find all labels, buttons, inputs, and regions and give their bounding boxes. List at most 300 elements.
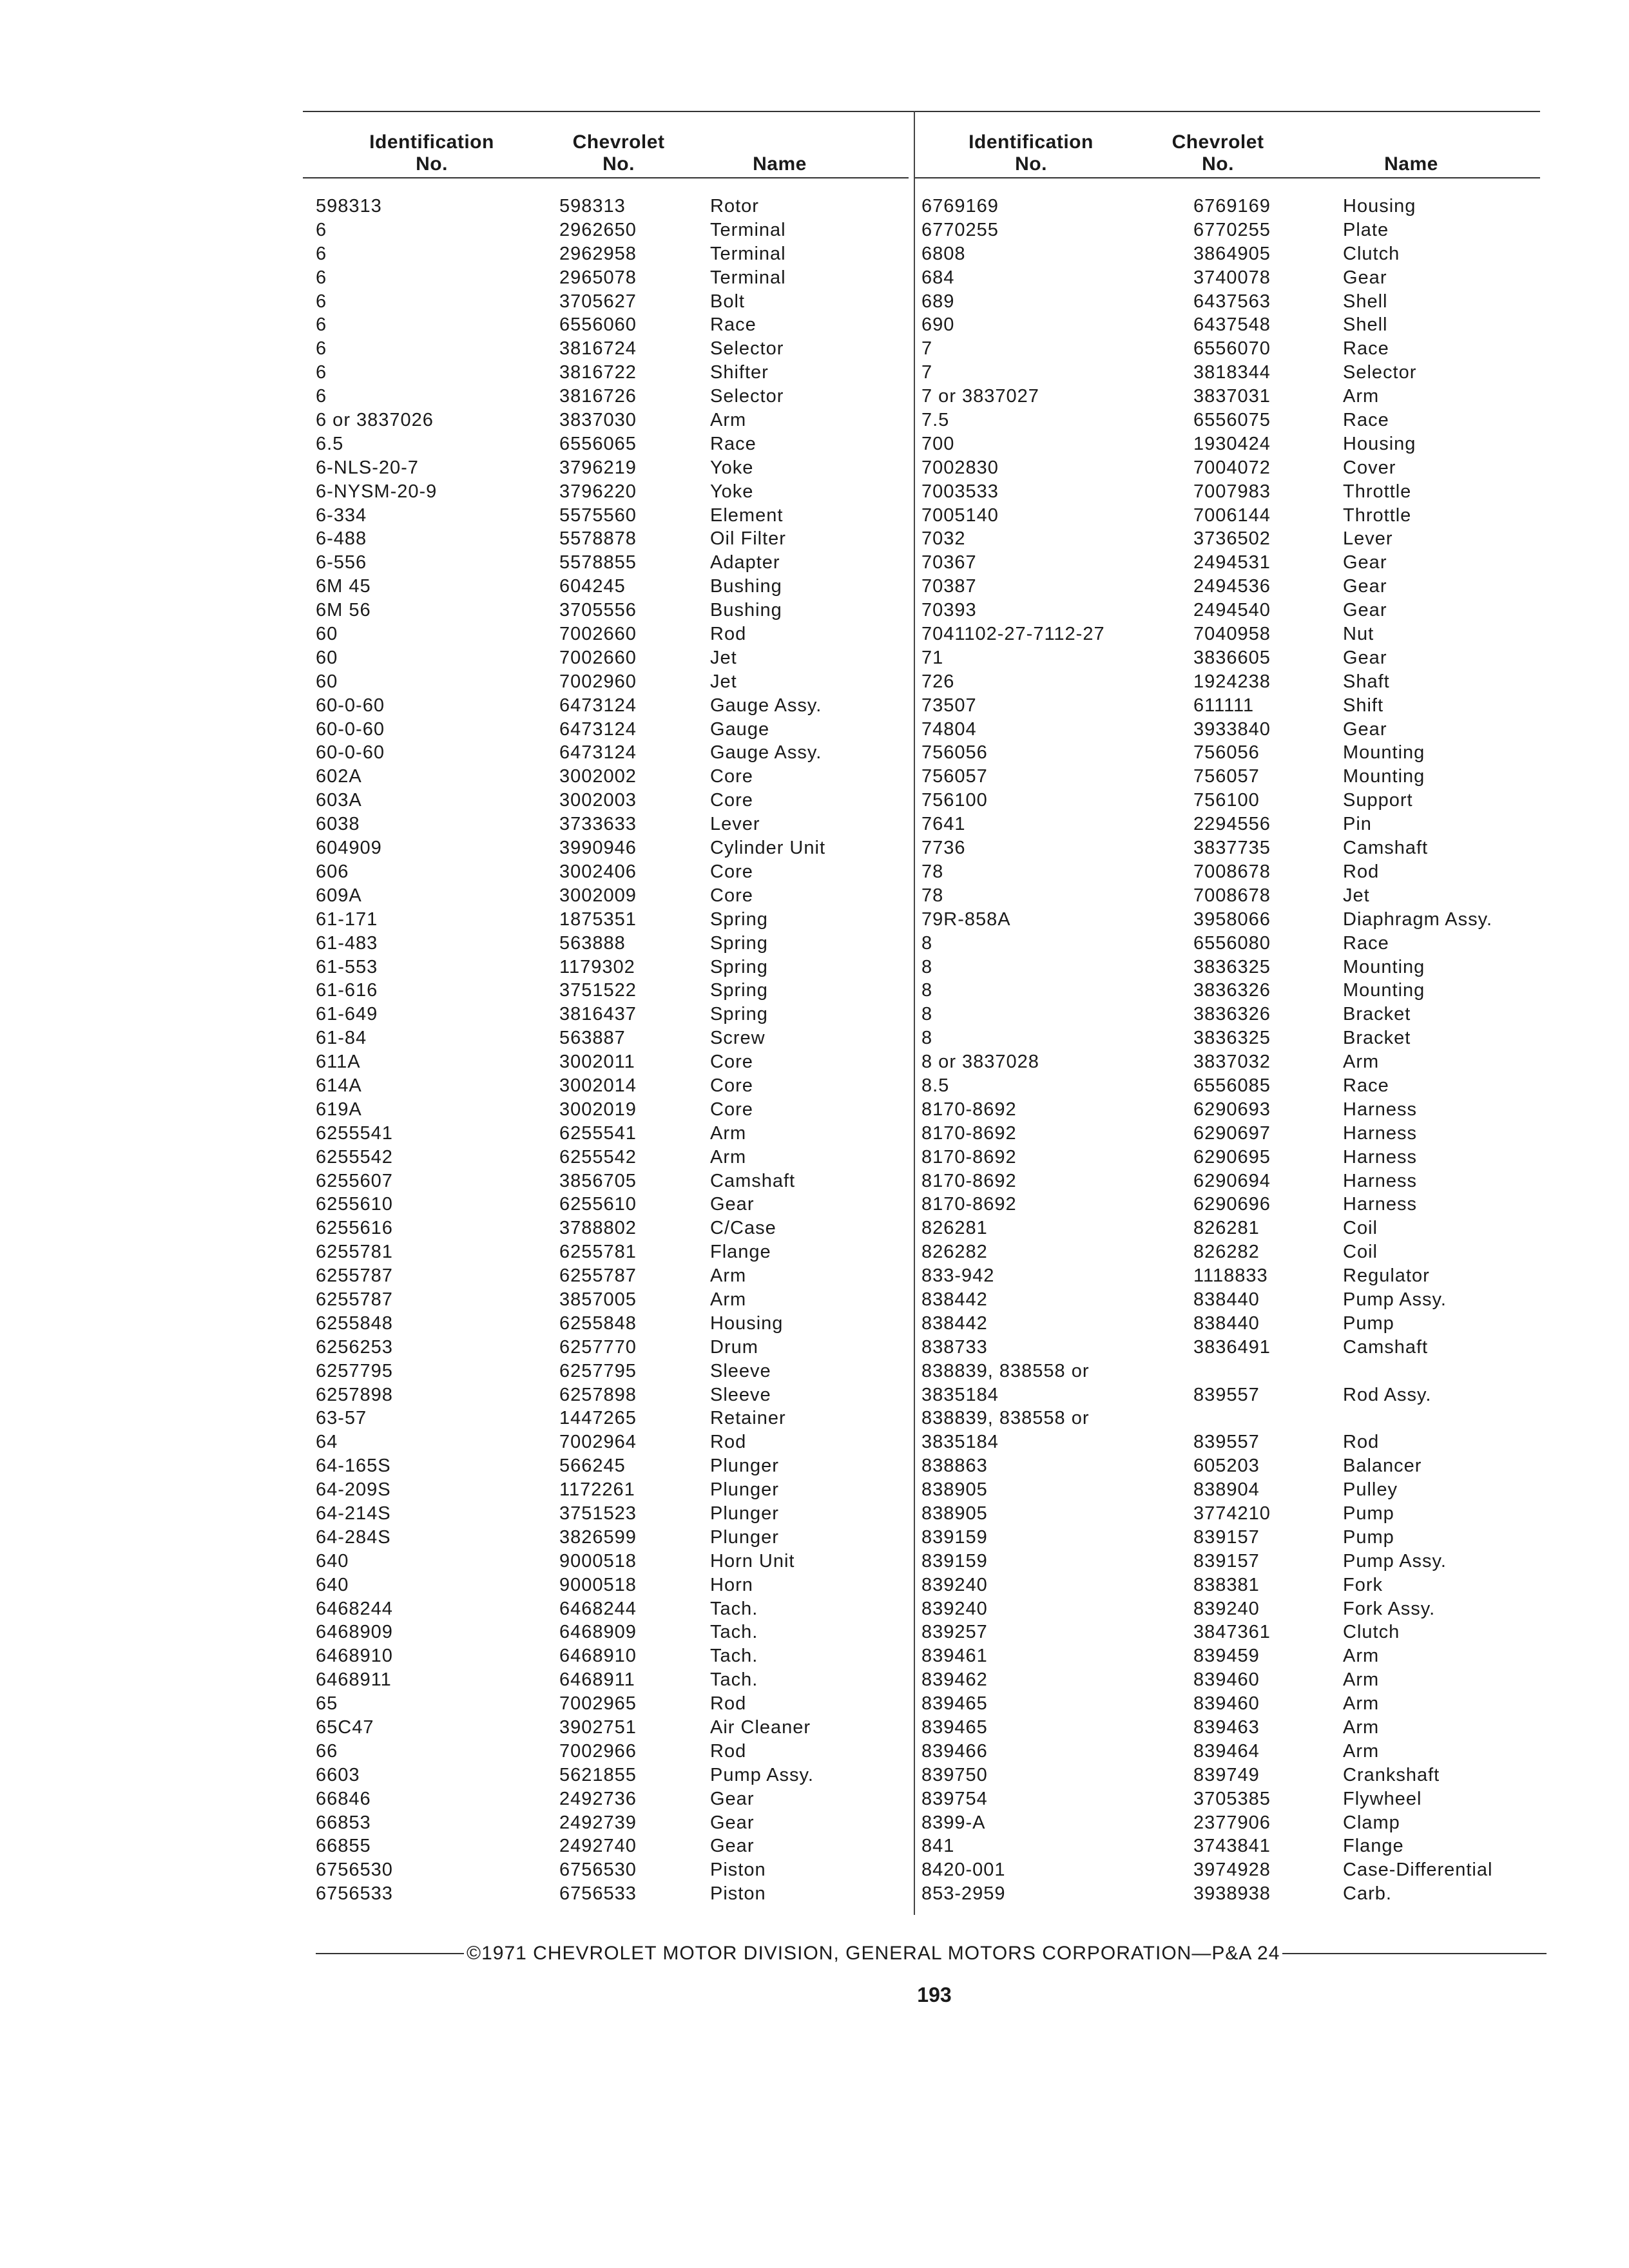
right-list-row [921, 1787, 1536, 1811]
left-list-row [316, 956, 903, 979]
left-list-row [316, 1146, 903, 1169]
identification-no: 839159 [921, 1526, 988, 1548]
right-list-row [921, 1360, 1536, 1383]
part-name: Terminal [710, 219, 786, 240]
part-name: Plunger [710, 1526, 779, 1548]
chevrolet-no: 3836326 [1193, 980, 1271, 1001]
chevrolet-no: 3705556 [559, 600, 637, 621]
part-name: Spring [710, 1004, 768, 1025]
right-list-row [921, 1763, 1536, 1787]
chevrolet-no: 6290694 [1193, 1170, 1271, 1191]
part-name: Flange [710, 1242, 771, 1263]
identification-no: 826281 [921, 1218, 988, 1239]
left-chev-header-line2: No. [602, 153, 635, 175]
identification-no: 73507 [921, 695, 977, 716]
chevrolet-no: 838904 [1193, 1479, 1260, 1501]
right-list-row [921, 1336, 1536, 1360]
footer [316, 1939, 1547, 1968]
identification-no: 8.5 [921, 1075, 950, 1096]
chevrolet-no: 3990946 [559, 838, 637, 859]
right-chev-header [1153, 131, 1282, 175]
identification-no: 7 or 3837027 [921, 386, 1039, 407]
chevrolet-no: 3002019 [559, 1099, 637, 1120]
identification-no: 6 [316, 314, 327, 336]
identification-no: 756100 [921, 790, 988, 811]
chevrolet-no: 6769169 [1193, 196, 1271, 216]
identification-no: 6M 56 [316, 600, 371, 621]
part-name: Throttle [1343, 481, 1412, 502]
left-list-row [316, 1336, 903, 1360]
part-name: Jet [1343, 885, 1370, 906]
right-list-row [921, 1454, 1536, 1478]
part-name: Support [1343, 790, 1413, 811]
left-list-row [316, 1573, 903, 1597]
chevrolet-no: 2294556 [1193, 814, 1271, 835]
identification-no: 60 [316, 624, 338, 645]
chevrolet-no: 3796219 [559, 457, 637, 478]
part-name: Tach. [710, 1669, 758, 1691]
part-name: Balancer [1343, 1456, 1422, 1477]
chevrolet-no: 3002003 [559, 790, 637, 811]
left-list-row [316, 646, 903, 670]
right-list-row [921, 836, 1536, 860]
chevrolet-no: 6255787 [559, 1265, 637, 1287]
right-list-row [921, 1122, 1536, 1146]
left-list-row [316, 1763, 903, 1787]
part-name: Screw [710, 1028, 766, 1049]
identification-no: 8399-A [921, 1812, 986, 1833]
right-list-row [921, 1169, 1536, 1193]
left-list-row [316, 1407, 903, 1430]
chevrolet-no: 7002660 [559, 647, 637, 668]
chevrolet-no: 3837030 [559, 410, 637, 431]
right-parts-list [921, 195, 1536, 1906]
left-list-row [316, 1122, 903, 1146]
part-name: Core [710, 861, 753, 882]
identification-no: 63-57 [316, 1408, 367, 1429]
part-name: Spring [710, 956, 768, 977]
chevrolet-no: 6473124 [559, 718, 637, 740]
chevrolet-no: 5578855 [559, 552, 637, 573]
chevrolet-no: 3743841 [1193, 1836, 1271, 1857]
part-name: Harness [1343, 1099, 1417, 1120]
identification-no: 6255542 [316, 1146, 393, 1168]
identification-no: 8 [921, 956, 933, 977]
right-list-row [921, 1597, 1536, 1621]
left-list-row [316, 1098, 903, 1122]
identification-no: 838839, 838558 or [921, 1408, 1090, 1429]
right-list-row [921, 1050, 1536, 1074]
part-name: Regulator [1343, 1265, 1430, 1287]
chevrolet-no: 6556080 [1193, 932, 1271, 954]
identification-no: 826282 [921, 1242, 988, 1263]
chevrolet-no: 3856705 [559, 1170, 637, 1191]
identification-no: 64-209S [316, 1479, 391, 1501]
identification-no: 6756530 [316, 1860, 393, 1881]
chevrolet-no: 7007983 [1193, 481, 1271, 502]
left-name-header-text: Name [753, 153, 807, 175]
part-name: Gauge [710, 718, 770, 740]
left-list-row [316, 1526, 903, 1550]
part-name: Gear [1343, 718, 1387, 740]
part-name: Plunger [710, 1479, 779, 1501]
chevrolet-no: 839459 [1193, 1646, 1260, 1667]
chevrolet-no: 839557 [1193, 1432, 1260, 1453]
part-name: Rod [1343, 1432, 1380, 1453]
chevrolet-no: 3751523 [559, 1503, 637, 1524]
part-name: Drum [710, 1336, 758, 1358]
identification-no: 839465 [921, 1717, 988, 1738]
chevrolet-no: 611111 [1193, 695, 1255, 716]
chevrolet-no: 3836325 [1193, 956, 1271, 977]
part-name: Core [710, 766, 753, 787]
identification-no: 7.5 [921, 410, 950, 431]
left-list-row [316, 599, 903, 622]
right-list-row [921, 1502, 1536, 1526]
identification-no: 689 [921, 291, 955, 312]
page-number: 193 [917, 1983, 952, 2006]
left-list-row [316, 908, 903, 932]
chevrolet-no: 1875351 [559, 908, 637, 930]
part-name: Race [710, 314, 757, 336]
left-list-row [316, 432, 903, 456]
identification-no: 614A [316, 1075, 362, 1096]
identification-no: 839159 [921, 1550, 988, 1571]
chevrolet-no: 3836605 [1193, 647, 1271, 668]
right-list-row [921, 765, 1536, 789]
chevrolet-no: 7040958 [1193, 624, 1271, 645]
part-name: Gauge Assy. [710, 742, 822, 764]
footer-rule-right [1282, 1953, 1547, 1954]
right-id-header-line1: Identification [969, 131, 1094, 153]
right-list-row [921, 694, 1536, 718]
chevrolet-no: 5621855 [559, 1764, 637, 1785]
part-name: Piston [710, 1860, 766, 1881]
identification-no: 726 [921, 671, 955, 692]
left-list-row [316, 1074, 903, 1098]
part-name: Core [710, 1052, 753, 1073]
identification-no: 6 [316, 291, 327, 312]
identification-no: 6 or 3837026 [316, 410, 434, 431]
left-list-row [316, 456, 903, 480]
identification-no: 70393 [921, 600, 977, 621]
part-name: Pump [1343, 1526, 1394, 1548]
identification-no: 640 [316, 1550, 349, 1571]
left-list-row [316, 1668, 903, 1692]
identification-no: 838863 [921, 1456, 988, 1477]
chevrolet-no: 3002014 [559, 1075, 637, 1096]
identification-no: 838839, 838558 or [921, 1360, 1090, 1381]
identification-no: 70387 [921, 576, 977, 597]
identification-no: 6255616 [316, 1218, 393, 1239]
part-name: Core [710, 790, 753, 811]
chevrolet-no: 604245 [559, 576, 626, 597]
part-name: Case-Differential [1343, 1860, 1493, 1881]
right-list-row [921, 1526, 1536, 1550]
column-divider [914, 111, 915, 1915]
part-name: Bolt [710, 291, 745, 312]
chevrolet-no: 838381 [1193, 1574, 1260, 1595]
left-list-row [316, 1502, 903, 1526]
left-list-row [316, 1550, 903, 1573]
chevrolet-no: 6255542 [559, 1146, 637, 1168]
part-name: Shifter [710, 362, 769, 383]
right-list-row [921, 646, 1536, 670]
chevrolet-no: 3816724 [559, 338, 637, 360]
part-name: Harness [1343, 1122, 1417, 1144]
identification-no: 66855 [316, 1836, 371, 1857]
identification-no: 6255848 [316, 1312, 393, 1334]
identification-no: 839466 [921, 1740, 988, 1762]
part-name: Gear [1343, 600, 1387, 621]
left-list-row [316, 1169, 903, 1193]
part-name: Terminal [710, 267, 786, 288]
identification-no: 839462 [921, 1669, 988, 1691]
part-name: Harness [1343, 1146, 1417, 1168]
part-name: Plunger [710, 1503, 779, 1524]
chevrolet-no: 6255848 [559, 1312, 637, 1334]
chevrolet-no: 3836326 [1193, 1004, 1271, 1025]
chevrolet-no: 6468909 [559, 1622, 637, 1643]
identification-no: 74804 [921, 718, 977, 740]
identification-no: 8170-8692 [921, 1146, 1017, 1168]
chevrolet-no: 3774210 [1193, 1503, 1271, 1524]
part-name: Cover [1343, 457, 1396, 478]
chevrolet-no: 2494540 [1193, 600, 1271, 621]
right-list-row [921, 242, 1536, 266]
identification-no: 8170-8692 [921, 1122, 1017, 1144]
left-list-row [316, 812, 903, 836]
identification-no: 839257 [921, 1622, 988, 1643]
part-name: Spring [710, 908, 768, 930]
right-list-row [921, 290, 1536, 314]
left-chev-header [554, 131, 683, 175]
identification-no: 6-NYSM-20-9 [316, 481, 438, 502]
chevrolet-no: 3733633 [559, 814, 637, 835]
chevrolet-no: 1447265 [559, 1408, 637, 1429]
chevrolet-no: 1924238 [1193, 671, 1271, 692]
identification-no: 604909 [316, 838, 382, 859]
chevrolet-no: 598313 [559, 196, 626, 216]
right-list-row [921, 408, 1536, 432]
chevrolet-no: 6437548 [1193, 314, 1271, 336]
part-name: Gauge Assy. [710, 695, 822, 716]
right-list-row [921, 1074, 1536, 1098]
chevrolet-no: 3837735 [1193, 838, 1271, 859]
left-id-header [348, 131, 516, 175]
chevrolet-no: 6468910 [559, 1646, 637, 1667]
part-name: Harness [1343, 1194, 1417, 1215]
right-list-row [921, 575, 1536, 599]
chevrolet-no: 2962958 [559, 243, 637, 264]
identification-no: 7003533 [921, 481, 999, 502]
part-name: Piston [710, 1883, 766, 1905]
chevrolet-no: 9000518 [559, 1574, 637, 1595]
right-list-row [921, 1288, 1536, 1312]
right-list-row [921, 1811, 1536, 1835]
part-name: Race [1343, 1075, 1389, 1096]
identification-no: 640 [316, 1574, 349, 1595]
left-list-row [316, 1834, 903, 1858]
identification-no: 838733 [921, 1336, 988, 1358]
identification-no: 6M 45 [316, 576, 371, 597]
part-name: Arm [1343, 1717, 1380, 1738]
right-list-row [921, 1312, 1536, 1336]
chevrolet-no: 6255610 [559, 1194, 637, 1215]
chevrolet-no: 6556070 [1193, 338, 1271, 360]
identification-no: 7736 [921, 838, 966, 859]
footer-copyright: ©1971 CHEVROLET MOTOR DIVISION, GENERAL MOTORS CORPORATION—P&A 24 [467, 1943, 1280, 1964]
identification-no: 8 [921, 1028, 933, 1049]
part-name: Flywheel [1343, 1788, 1422, 1809]
identification-no: 606 [316, 861, 349, 882]
chevrolet-no: 6556085 [1193, 1075, 1271, 1096]
left-id-header-line1: Identification [369, 131, 494, 153]
left-name-header [728, 153, 831, 175]
part-name: Pump Assy. [1343, 1289, 1447, 1310]
part-name: Horn [710, 1574, 753, 1595]
chevrolet-no: 3796220 [559, 481, 637, 502]
part-name: Gear [1343, 647, 1387, 668]
identification-no: 7005140 [921, 505, 999, 526]
identification-no: 619A [316, 1099, 362, 1120]
identification-no: 7032 [921, 528, 966, 550]
part-name: Jet [710, 671, 737, 692]
part-name: Bushing [710, 576, 782, 597]
right-chev-header-line2: No. [1202, 153, 1234, 175]
chevrolet-no: 3751522 [559, 980, 637, 1001]
chevrolet-no: 605203 [1193, 1456, 1260, 1477]
identification-no: 66 [316, 1740, 338, 1762]
identification-no: 7 [921, 338, 933, 360]
part-name: Shell [1343, 291, 1388, 312]
chevrolet-no: 1172261 [559, 1479, 635, 1501]
right-list-row [921, 337, 1536, 361]
identification-no: 6-556 [316, 552, 367, 573]
part-name: Race [1343, 932, 1389, 954]
identification-no: 7 [921, 362, 933, 383]
left-list-row [316, 1360, 903, 1383]
right-list-row [921, 266, 1536, 290]
identification-no: 6255541 [316, 1122, 393, 1144]
left-list-row [316, 1882, 903, 1906]
left-list-row [316, 361, 903, 385]
part-name: Camshaft [1343, 838, 1429, 859]
part-name: Selector [710, 386, 784, 407]
part-name: Crankshaft [1343, 1764, 1440, 1785]
chevrolet-no: 838440 [1193, 1312, 1260, 1334]
identification-no: 8420-001 [921, 1860, 1006, 1881]
identification-no: 61-84 [316, 1028, 367, 1049]
chevrolet-no: 6255541 [559, 1122, 637, 1144]
identification-no: 66846 [316, 1788, 371, 1809]
part-name: Arm [710, 1122, 747, 1144]
left-list-row [316, 932, 903, 956]
chevrolet-no: 2962650 [559, 219, 637, 240]
identification-no: 6-488 [316, 528, 367, 550]
left-list-row [316, 979, 903, 1003]
right-list-row [921, 1407, 1536, 1430]
part-name: Gear [710, 1812, 755, 1833]
chevrolet-no: 6437563 [1193, 291, 1271, 312]
part-name: Bracket [1343, 1028, 1411, 1049]
right-list-row [921, 1383, 1536, 1407]
part-name: Clutch [1343, 1622, 1400, 1643]
identification-no: 6468911 [316, 1669, 392, 1691]
identification-no: 8170-8692 [921, 1170, 1017, 1191]
part-name: Nut [1343, 624, 1374, 645]
identification-no: 603A [316, 790, 362, 811]
chevrolet-no: 3788802 [559, 1218, 637, 1239]
identification-no: 838905 [921, 1479, 988, 1501]
part-name: Core [710, 1099, 753, 1120]
identification-no: 64-284S [316, 1526, 391, 1548]
identification-no: 839465 [921, 1693, 988, 1715]
part-name: Arm [710, 1289, 747, 1310]
chevrolet-no: 839157 [1193, 1526, 1260, 1548]
part-name: Tach. [710, 1646, 758, 1667]
identification-no: 611A [316, 1052, 361, 1073]
chevrolet-no: 839463 [1193, 1717, 1260, 1738]
part-name: Arm [710, 410, 747, 431]
chevrolet-no: 3958066 [1193, 908, 1271, 930]
right-list-row [921, 432, 1536, 456]
left-list-row [316, 1003, 903, 1026]
identification-no: 8170-8692 [921, 1099, 1017, 1120]
chevrolet-no: 563887 [559, 1028, 626, 1049]
identification-no: 853-2959 [921, 1883, 1006, 1905]
chevrolet-no: 2492740 [559, 1836, 637, 1857]
right-list-row [921, 1834, 1536, 1858]
chevrolet-no: 6257898 [559, 1384, 637, 1405]
left-list-row [316, 1716, 903, 1740]
left-list-row [316, 1430, 903, 1454]
identification-no: 839240 [921, 1598, 988, 1619]
part-name: Rod [710, 1693, 747, 1715]
right-list-row [921, 1478, 1536, 1502]
right-list-row [921, 884, 1536, 908]
chevrolet-no: 3836491 [1193, 1336, 1271, 1358]
chevrolet-no: 7002660 [559, 624, 637, 645]
part-name: Tach. [710, 1622, 758, 1643]
right-name-header-text: Name [1384, 153, 1438, 175]
chevrolet-no: 1930424 [1193, 433, 1271, 454]
identification-no: 65 [316, 1693, 338, 1715]
right-list-row [921, 908, 1536, 932]
identification-no: 60 [316, 647, 338, 668]
identification-no: 65C47 [316, 1717, 374, 1738]
identification-no: 60-0-60 [316, 695, 385, 716]
part-name: Rod [710, 1740, 747, 1762]
chevrolet-no: 3002009 [559, 885, 637, 906]
part-name: Coil [1343, 1218, 1378, 1239]
identification-no: 838905 [921, 1503, 988, 1524]
identification-no: 70367 [921, 552, 977, 573]
part-name: Yoke [710, 481, 754, 502]
right-list-row [921, 1644, 1536, 1668]
part-name: Terminal [710, 243, 786, 264]
identification-no: 6603 [316, 1764, 360, 1785]
chevrolet-no: 3933840 [1193, 718, 1271, 740]
left-list-row [316, 622, 903, 646]
part-name: Pump Assy. [1343, 1550, 1447, 1571]
right-list-row [921, 551, 1536, 575]
right-list-row [921, 218, 1536, 242]
chevrolet-no: 3002011 [559, 1052, 635, 1073]
chevrolet-no: 7008678 [1193, 885, 1271, 906]
left-list-row [316, 242, 903, 266]
identification-no: 3835184 [921, 1432, 999, 1453]
